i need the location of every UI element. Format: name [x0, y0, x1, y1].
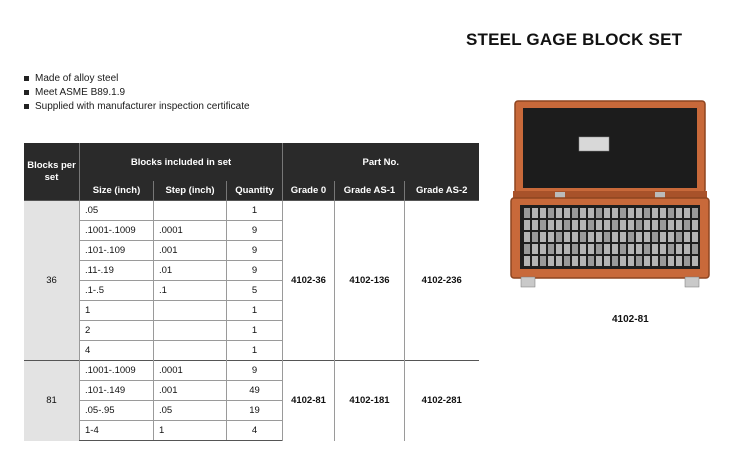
gage-block-icon [612, 220, 618, 230]
step-cell [154, 321, 227, 341]
gage-block-icon [572, 256, 578, 266]
size-cell: .101-.149 [80, 381, 154, 401]
gage-block-icon [540, 256, 546, 266]
gage-block-icon [604, 244, 610, 254]
gage-block-icon [692, 244, 698, 254]
quantity-cell: 1 [227, 321, 283, 341]
gage-block-icon [548, 220, 554, 230]
step-cell: .1 [154, 281, 227, 301]
gage-block-icon [596, 244, 602, 254]
gage-block-icon [540, 244, 546, 254]
gage-block-icon [660, 208, 666, 218]
gage-block-icon [660, 220, 666, 230]
gage-block-icon [524, 208, 530, 218]
step-cell: .001 [154, 241, 227, 261]
step-cell: .001 [154, 381, 227, 401]
step-cell: 1 [154, 421, 227, 441]
gage-block-icon [652, 232, 658, 242]
gage-block-icon [532, 256, 538, 266]
gage-block-icon [548, 244, 554, 254]
gage-block-icon [636, 244, 642, 254]
header-blocks-included: Blocks included in set [80, 143, 283, 181]
gage-block-icon [564, 220, 570, 230]
gage-block-icon [524, 220, 530, 230]
size-cell: .05-.95 [80, 401, 154, 421]
gage-block-icon [524, 232, 530, 242]
square-bullet-icon [24, 90, 29, 95]
gage-block-icon [556, 220, 562, 230]
quantity-cell: 4 [227, 421, 283, 441]
gage-block-icon [604, 220, 610, 230]
gage-block-icon [588, 232, 594, 242]
step-cell [154, 301, 227, 321]
gage-block-icon [692, 220, 698, 230]
gage-block-icon [588, 220, 594, 230]
part-grade-0-cell: 4102-81 [283, 361, 335, 441]
gage-block-icon [676, 220, 682, 230]
gage-block-icon [556, 208, 562, 218]
gage-block-icon [652, 220, 658, 230]
gage-block-icon [660, 232, 666, 242]
quantity-cell: 19 [227, 401, 283, 421]
gage-block-icon [564, 232, 570, 242]
gage-block-icon [684, 256, 690, 266]
gage-block-icon [548, 256, 554, 266]
size-cell: .11-.19 [80, 261, 154, 281]
gage-block-icon [692, 256, 698, 266]
gage-block-icon [524, 256, 530, 266]
gage-block-icon [572, 220, 578, 230]
gage-block-icon [580, 244, 586, 254]
gage-block-icon [596, 220, 602, 230]
gage-block-icon [580, 232, 586, 242]
gage-block-icon [548, 232, 554, 242]
quantity-cell: 5 [227, 281, 283, 301]
gage-block-icon [532, 220, 538, 230]
step-cell: .05 [154, 401, 227, 421]
gage-block-icon [564, 208, 570, 218]
gage-block-icon [588, 244, 594, 254]
quantity-cell: 9 [227, 261, 283, 281]
gage-block-icon [676, 232, 682, 242]
gage-block-icon [684, 244, 690, 254]
step-cell: .0001 [154, 361, 227, 381]
gage-block-icon [636, 232, 642, 242]
gage-block-icon [676, 256, 682, 266]
gage-block-icon [588, 256, 594, 266]
header-size: Size (inch) [80, 181, 154, 201]
feature-item: Made of alloy steel [24, 72, 250, 86]
gage-block-icon [612, 208, 618, 218]
gage-block-icon [540, 208, 546, 218]
size-cell: .1001-.1009 [80, 361, 154, 381]
header-grade-0: Grade 0 [283, 181, 335, 201]
quantity-cell: 1 [227, 341, 283, 361]
step-cell: .0001 [154, 221, 227, 241]
gage-block-icon [532, 208, 538, 218]
gage-block-icon [596, 208, 602, 218]
image-caption: 4102-81 [612, 314, 649, 325]
gage-block-icon [604, 232, 610, 242]
quantity-cell: 9 [227, 221, 283, 241]
gage-block-icon [628, 256, 634, 266]
header-blocks-per-set: Blocks per set [24, 143, 80, 201]
feature-list [24, 72, 250, 114]
square-bullet-icon [24, 104, 29, 109]
gage-block-icon [604, 208, 610, 218]
header-step: Step (inch) [154, 181, 227, 201]
gage-block-icon [620, 232, 626, 242]
quantity-cell: 1 [227, 201, 283, 221]
gage-block-icon [564, 256, 570, 266]
size-cell: 1-4 [80, 421, 154, 441]
gage-block-icon [524, 244, 530, 254]
gage-block-icon [692, 208, 698, 218]
size-cell: 4 [80, 341, 154, 361]
gage-block-icon [628, 220, 634, 230]
gage-block-icon [644, 220, 650, 230]
size-cell: .1001-.1009 [80, 221, 154, 241]
part-grade-as1-cell: 4102-181 [335, 361, 405, 441]
gage-block-icon [532, 244, 538, 254]
gage-block-icon [612, 256, 618, 266]
blocks-per-set-cell: 36 [24, 201, 80, 361]
gage-block-icon [556, 244, 562, 254]
gage-block-icon [644, 208, 650, 218]
part-grade-as1-cell: 4102-136 [335, 201, 405, 361]
header-part-no: Part No. [283, 143, 479, 181]
gage-block-icon [668, 256, 674, 266]
gage-block-icon [620, 220, 626, 230]
gage-block-icon [652, 256, 658, 266]
gage-block-icon [652, 208, 658, 218]
quantity-cell: 1 [227, 301, 283, 321]
step-cell: .01 [154, 261, 227, 281]
gage-block-icon [564, 244, 570, 254]
part-grade-0-cell: 4102-36 [283, 201, 335, 361]
gage-block-icon [628, 208, 634, 218]
header-quantity: Quantity [227, 181, 283, 201]
gage-block-icon [660, 244, 666, 254]
feature-item: Meet ASME B89.1.9 [24, 86, 250, 100]
size-cell: 2 [80, 321, 154, 341]
spec-table [24, 143, 479, 441]
gage-block-icon [572, 232, 578, 242]
blocks-per-set-cell: 81 [24, 361, 80, 441]
gage-block-icon [628, 232, 634, 242]
table-row [24, 361, 479, 381]
gage-block-icon [684, 232, 690, 242]
gage-block-icon [668, 244, 674, 254]
gage-block-icon [644, 232, 650, 242]
gage-block-icon [660, 256, 666, 266]
header-grade-as2: Grade AS-2 [405, 181, 479, 201]
gage-block-icon [676, 208, 682, 218]
gage-block-icon [692, 232, 698, 242]
gage-block-icon [636, 208, 642, 218]
gage-block-icon [580, 256, 586, 266]
gage-block-icon [612, 232, 618, 242]
page-title: STEEL GAGE BLOCK SET [466, 30, 683, 49]
gage-block-icon [556, 232, 562, 242]
gage-block-icon [572, 208, 578, 218]
gage-block-icon [676, 244, 682, 254]
table-row [24, 201, 479, 221]
gage-block-icon [652, 244, 658, 254]
size-cell: .1-.5 [80, 281, 154, 301]
gage-block-icon [620, 256, 626, 266]
gage-block-icon [580, 208, 586, 218]
gage-block-icon [644, 244, 650, 254]
quantity-cell: 9 [227, 361, 283, 381]
gage-block-icon [612, 244, 618, 254]
gage-block-icon [628, 244, 634, 254]
quantity-cell: 49 [227, 381, 283, 401]
gage-block-icon [540, 232, 546, 242]
gage-block-icon [644, 256, 650, 266]
gage-block-icon [580, 220, 586, 230]
gage-block-icon [540, 220, 546, 230]
quantity-cell: 9 [227, 241, 283, 261]
gage-block-icon [604, 256, 610, 266]
gage-block-icon [684, 208, 690, 218]
gage-block-icon [668, 208, 674, 218]
step-cell [154, 341, 227, 361]
size-cell: .101-.109 [80, 241, 154, 261]
gage-block-icon [596, 256, 602, 266]
feature-item: Supplied with manufacturer inspection certificate [24, 100, 250, 114]
gage-block-icon [636, 256, 642, 266]
step-cell [154, 201, 227, 221]
part-grade-as2-cell: 4102-236 [405, 201, 479, 361]
gage-block-icon [620, 244, 626, 254]
gage-block-case-photo [507, 99, 713, 295]
part-grade-as2-cell: 4102-281 [405, 361, 479, 441]
gage-block-icon [588, 208, 594, 218]
gage-block-icon [572, 244, 578, 254]
header-grade-as1: Grade AS-1 [335, 181, 405, 201]
size-cell: 1 [80, 301, 154, 321]
gage-block-icon [684, 220, 690, 230]
gage-block-icon [548, 208, 554, 218]
gage-block-icon [556, 256, 562, 266]
square-bullet-icon [24, 76, 29, 81]
gage-block-icon [596, 232, 602, 242]
gage-block-icon [668, 232, 674, 242]
gage-block-icon [668, 220, 674, 230]
size-cell: .05 [80, 201, 154, 221]
gage-block-icon [620, 208, 626, 218]
gage-block-icon [636, 220, 642, 230]
gage-block-icon [532, 232, 538, 242]
